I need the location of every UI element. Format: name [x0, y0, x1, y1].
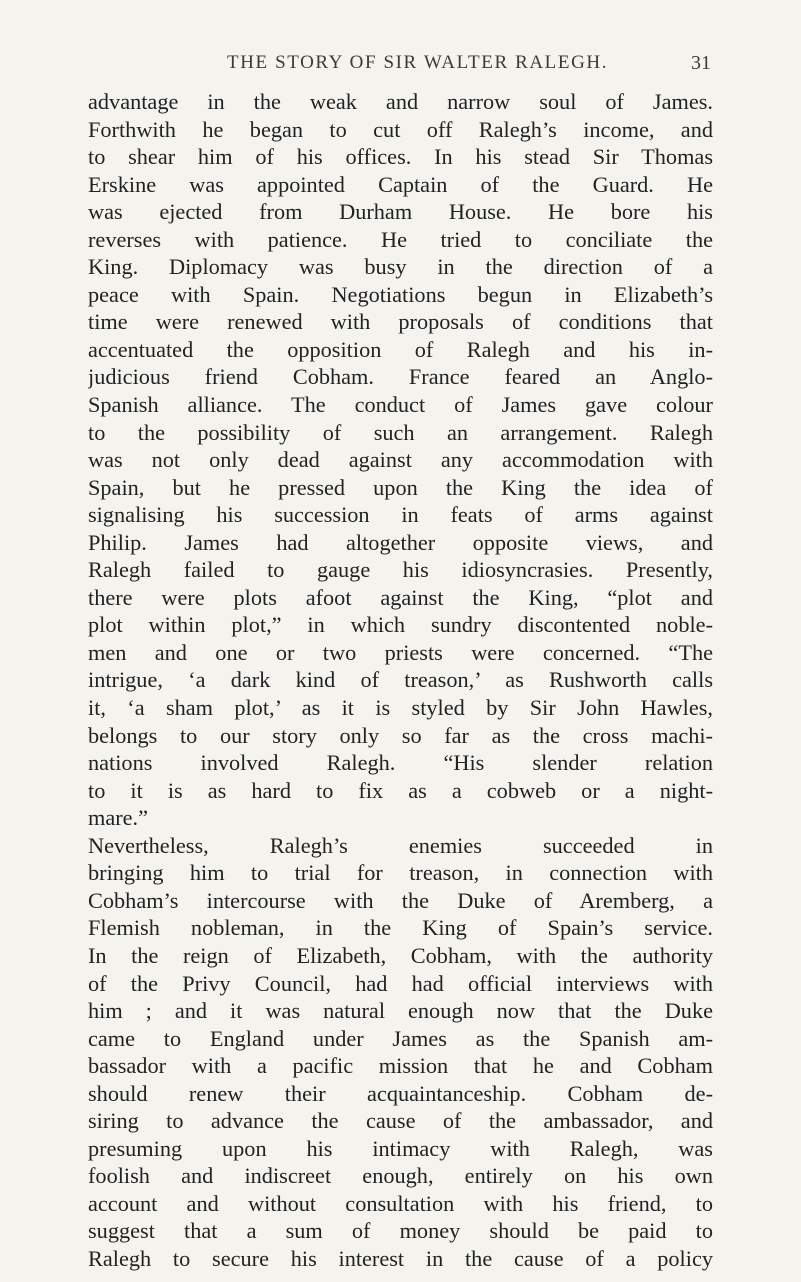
text-line: accentuated the opposition of Ralegh and his in-: [88, 336, 713, 362]
text-line: advantage in the weak and narrow soul of James.: [88, 89, 713, 114]
text-line: belongs to our story only so far as the cross machi-: [88, 722, 713, 748]
text-line: Flemish nobleman, in the King of Spain’s service.: [88, 915, 713, 941]
text-line: suggest that a sum of money should be paid to: [88, 1218, 713, 1244]
text-line: there were plots afoot against the King, “plot and: [88, 584, 713, 610]
text-line: In the reign of Elizabeth, Cobham, with the authority: [88, 942, 713, 968]
text-line: nations involved Ralegh. “His slender relation: [88, 750, 713, 776]
text-line: reverses with patience. He tried to conciliate the: [88, 226, 713, 252]
text-line: him ; and it was natural enough now that the Duke: [88, 998, 713, 1024]
text-line: intrigue, ‘a dark kind of treason,’ as Rushworth calls: [88, 667, 713, 693]
text-line: time were renewed with proposals of conditions that: [88, 309, 713, 335]
text-line: judicious friend Cobham. France feared an Anglo-: [88, 364, 713, 390]
text-line: bringing him to trial for treason, in connection with: [88, 860, 713, 886]
text-line: men and one or two priests were concerned. “The: [88, 639, 713, 665]
text-line: was ejected from Durham House. He bore his: [88, 199, 713, 225]
text-line: came to England under James as the Spanish am-: [88, 1025, 713, 1051]
text-line: Forthwith he began to cut off Ralegh’s income, and: [88, 116, 713, 142]
text-line: should renew their acquaintanceship. Cobham de-: [88, 1080, 713, 1106]
text-line: Nevertheless, Ralegh’s enemies succeeded in: [88, 832, 713, 858]
text-line: King. Diplomacy was busy in the direction of a: [88, 254, 713, 280]
text-line: Spanish alliance. The conduct of James gave colour: [88, 392, 713, 418]
text-line: to shear him of his offices. In his stead Sir Thomas: [88, 144, 713, 170]
text-line: mare.”: [88, 805, 149, 831]
text-line: siring to advance the cause of the ambassador, and: [88, 1108, 713, 1134]
text-line: plot within plot,” in which sundry discontented noble-: [88, 612, 713, 638]
text-line: Erskine was appointed Captain of the Guard. He: [88, 171, 713, 197]
text-line: presuming upon his intimacy with Ralegh, was: [88, 1135, 713, 1161]
text-line: signalising his succession in feats of arms against: [88, 502, 713, 528]
text-line: was not only dead against any accommodation with: [88, 447, 713, 473]
text-line: Cobham’s intercourse with the Duke of Aremberg, a: [88, 887, 713, 913]
text-line: to the possibility of such an arrangement. Ralegh: [88, 419, 713, 445]
text-line: Ralegh failed to gauge his idiosyncrasies. Presently,: [88, 557, 713, 583]
text-line: account and without consultation with his friend, to: [88, 1190, 713, 1216]
running-head: THE STORY OF SIR WALTER RALEGH.: [227, 52, 609, 73]
text-line: peace with Spain. Negotiations begun in Elizabeth’s: [88, 281, 713, 307]
text-line: it, ‘a sham plot,’ as it is styled by Sir John Hawles,: [88, 695, 713, 721]
text-line: of the Privy Council, had had official interviews with: [88, 970, 713, 996]
text-line: to it is as hard to fix as a cobweb or a night-: [88, 777, 713, 803]
body-text: [88, 88, 713, 1273]
text-line: foolish and indiscreet enough, entirely on his own: [88, 1163, 713, 1189]
page-number: 31: [691, 52, 711, 74]
text-line: Ralegh to secure his interest in the cause of a policy: [88, 1245, 713, 1271]
text-line: Spain, but he pressed upon the King the idea of: [88, 474, 713, 500]
text-line: Philip. James had altogether opposite views, and: [88, 529, 713, 555]
text-line: bassador with a pacific mission that he and Cobham: [88, 1053, 713, 1079]
